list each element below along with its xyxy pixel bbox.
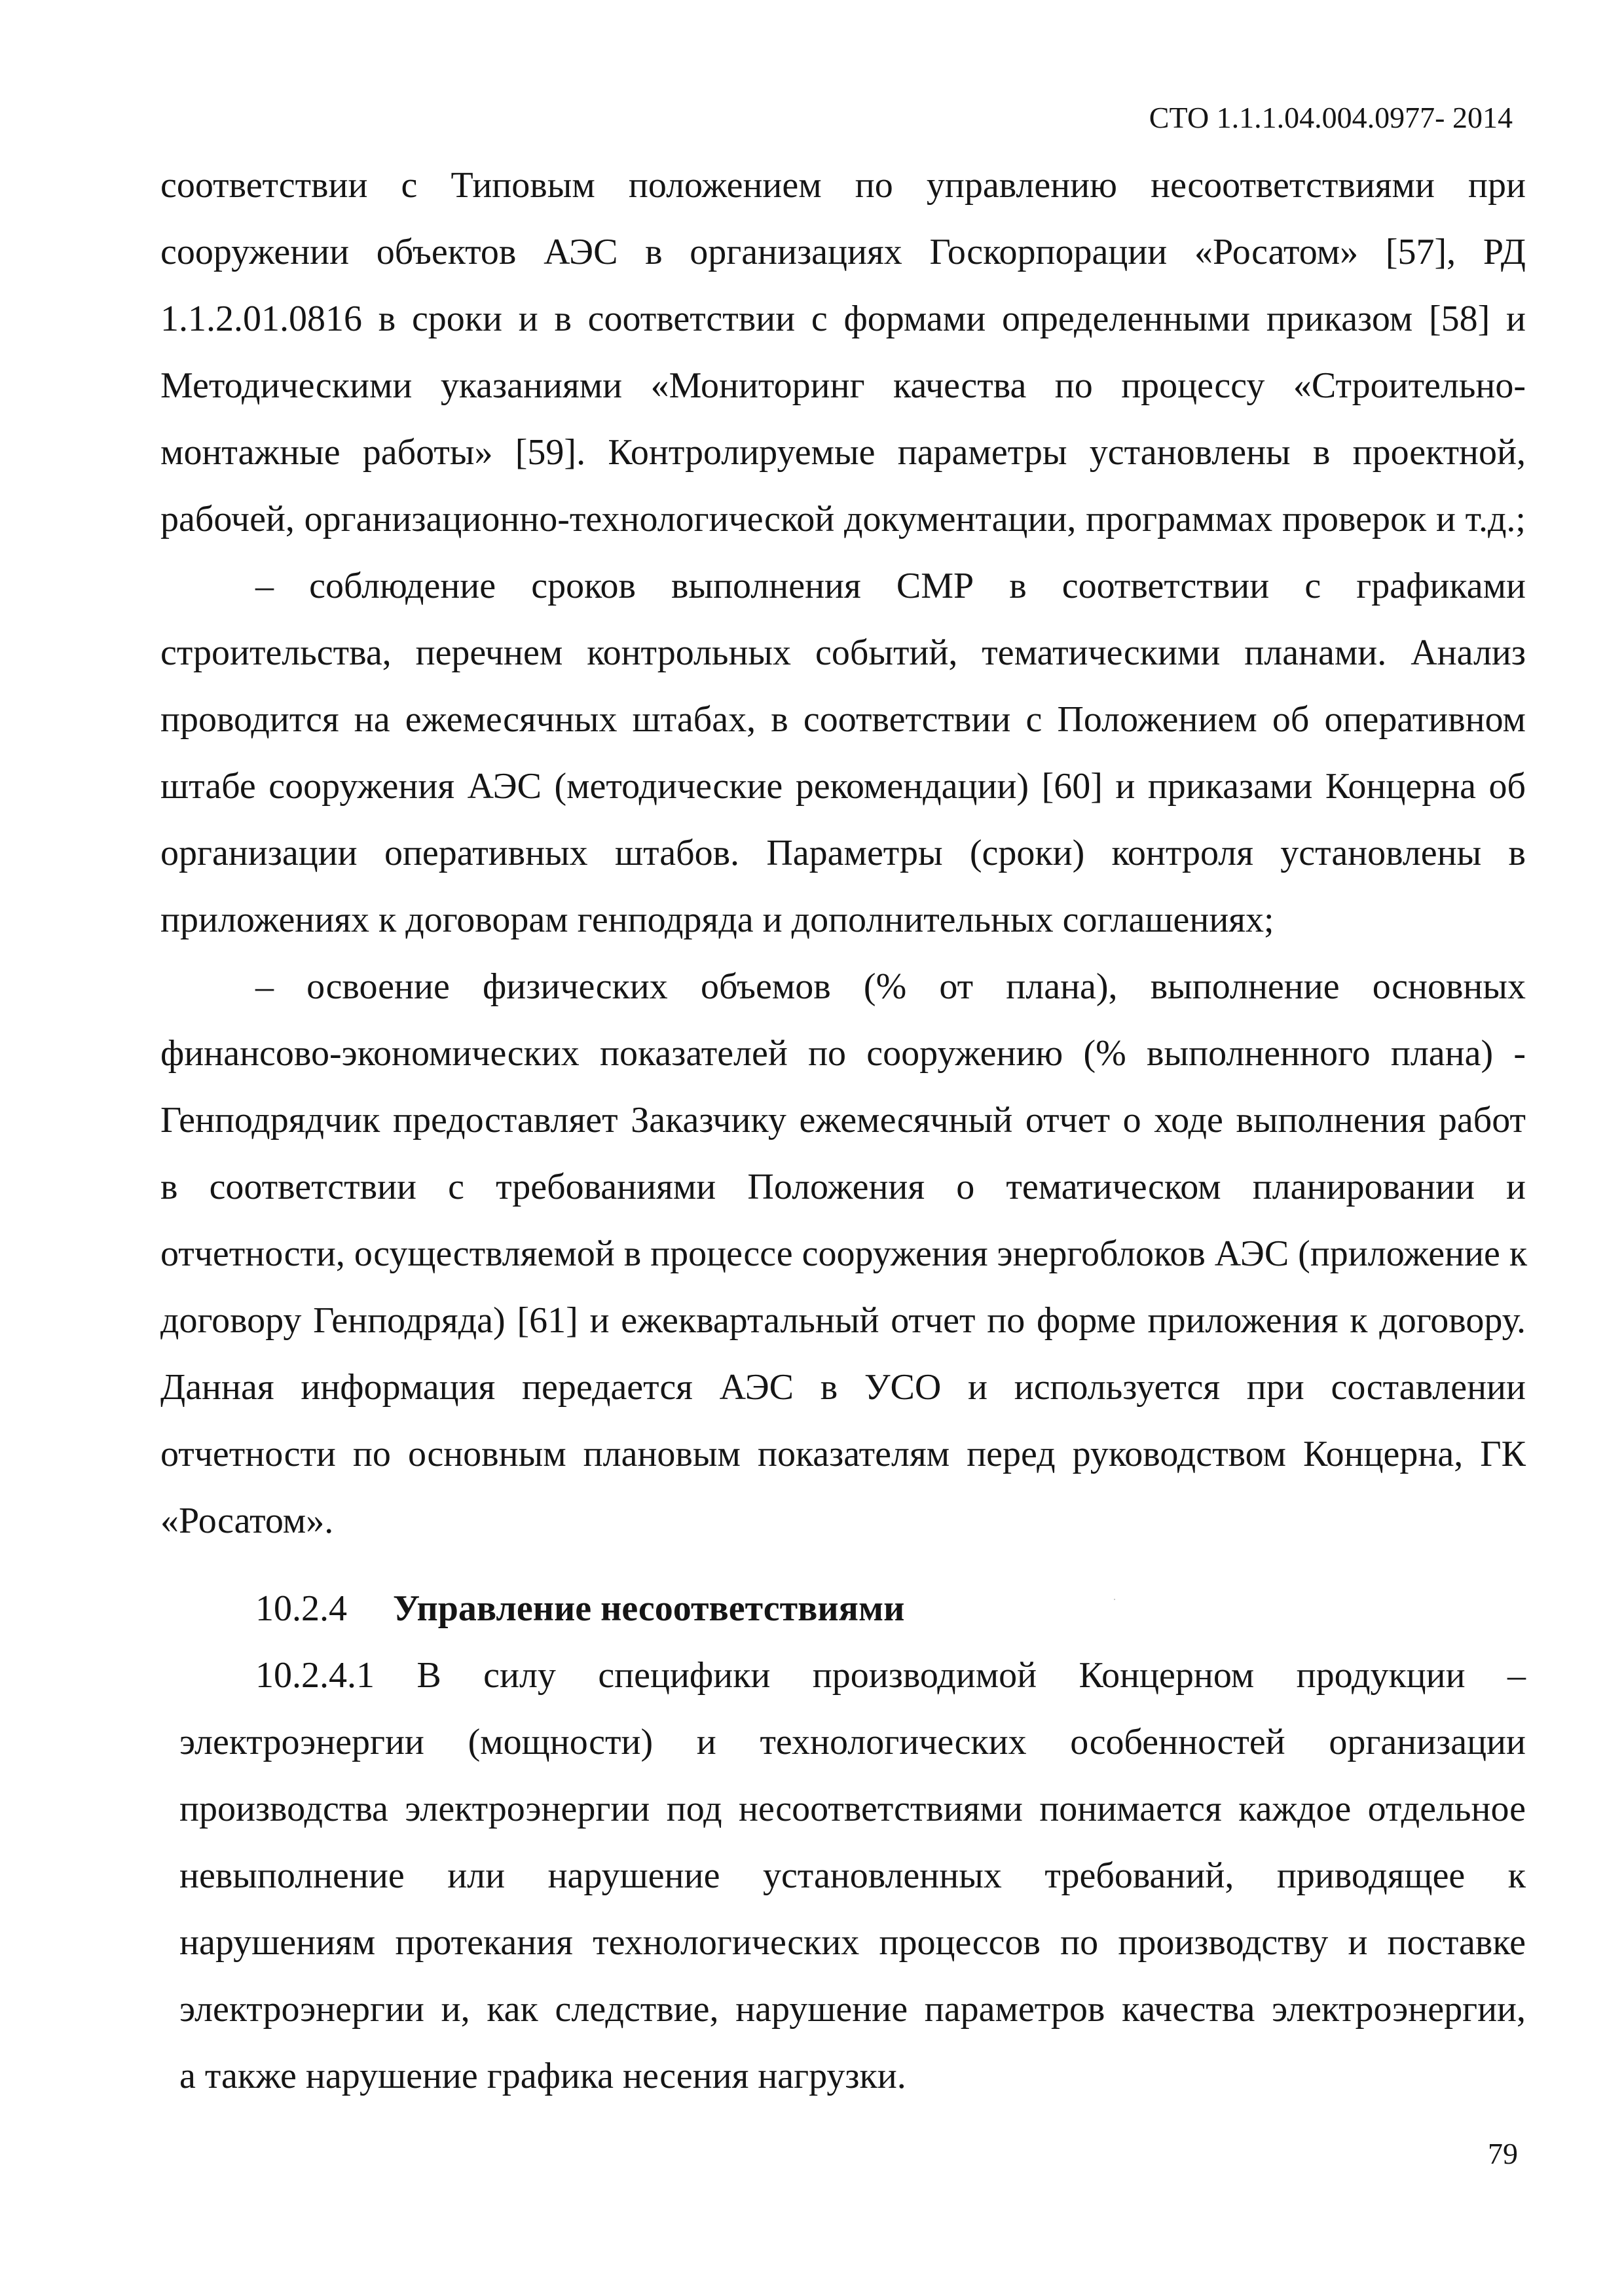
paragraph-line: отчетности, осуществляемой в процессе сооружения энергоблоков АЭС (приложение к xyxy=(160,1233,1528,1274)
paragraph-line: а также нарушение графика несения нагрузки. xyxy=(179,2056,906,2096)
paragraph-line: проводится на ежемесячных штабах, в соответствии с Положением об оперативном xyxy=(160,699,1526,740)
paragraph-line: Методическими указаниями «Мониторинг качества по процессу «Строительно- xyxy=(160,365,1526,406)
paragraph-line: штабе сооружения АЭС (методические рекомендации) [60] и приказами Концерна об xyxy=(160,766,1526,807)
paragraph-line: нарушениям протекания технологических процессов по производству и поставке xyxy=(179,1922,1526,1963)
paragraph-line: строительства, перечнем контрольных событий, тематическими планами. Анализ xyxy=(160,632,1526,673)
paragraph-line: производства электроэнергии под несоответствиями понимается каждое отдельное xyxy=(179,1789,1526,1829)
paragraph-line: соответствии с Типовым положением по управлению несоответствиями при xyxy=(160,165,1526,206)
paragraph-line: организации оперативных штабов. Параметры (сроки) контроля установлены в xyxy=(160,833,1526,873)
paragraph-line: 10.2.4.1 В силу специфики производимой Концерном продукции – xyxy=(255,1655,1526,1696)
paragraph-line: – освоение физических объемов (% от плана), выполнение основных xyxy=(255,966,1526,1007)
paragraph-line: Данная информация передается АЭС в УСО и используется при составлении xyxy=(160,1367,1526,1408)
paragraph-line: сооружении объектов АЭС в организациях Госкорпорации «Росатом» [57], РД xyxy=(160,232,1526,272)
paragraph-line: электроэнергии и, как следствие, нарушение параметров качества электроэнергии, xyxy=(179,1989,1526,2030)
paragraph-line: в соответствии с требованиями Положения о тематическом планировании и xyxy=(160,1167,1526,1207)
paragraph-line: «Росатом». xyxy=(160,1501,334,1541)
paragraph-line: финансово-экономических показателей по сооружению (% выполненного плана) - xyxy=(160,1033,1526,1074)
paragraph-line: – соблюдение сроков выполнения СМР в соответствии с графиками xyxy=(255,566,1526,606)
paragraph-line: Генподрядчик предоставляет Заказчику ежемесячный отчет о ходе выполнения работ xyxy=(160,1100,1526,1140)
scan-speck xyxy=(1114,1599,1115,1600)
paragraph-line: договору Генподряда) [61] и ежеквартальный отчет по форме приложения к договору. xyxy=(160,1300,1526,1341)
paragraph-line: отчетности по основным плановым показателям перед руководством Концерна, ГК xyxy=(160,1434,1526,1474)
document-code: СТО 1.1.1.04.004.0977- 2014 xyxy=(1149,101,1513,134)
paragraph-line: приложениях к договорам генподряда и дополнительных соглашениях; xyxy=(160,900,1274,940)
paragraph-line: монтажные работы» [59]. Контролируемые параметры установлены в проектной, xyxy=(160,432,1526,473)
paragraph-line: невыполнение или нарушение установленных требований, приводящее к xyxy=(179,1855,1526,1896)
page-number: 79 xyxy=(1488,2137,1518,2170)
section-title: Управление несоответствиями xyxy=(393,1588,905,1629)
paragraph-line: рабочей, организационно-технологической документации, программах проверок и т.д.; xyxy=(160,499,1526,539)
paragraph-line: электроэнергии (мощности) и технологических особенностей организации xyxy=(179,1722,1526,1762)
section-number: 10.2.4 xyxy=(255,1588,347,1629)
section-heading xyxy=(255,1586,904,1631)
paragraph-line: 1.1.2.01.0816 в сроки и в соответствии с формами определенными приказом [58] и xyxy=(160,299,1526,339)
